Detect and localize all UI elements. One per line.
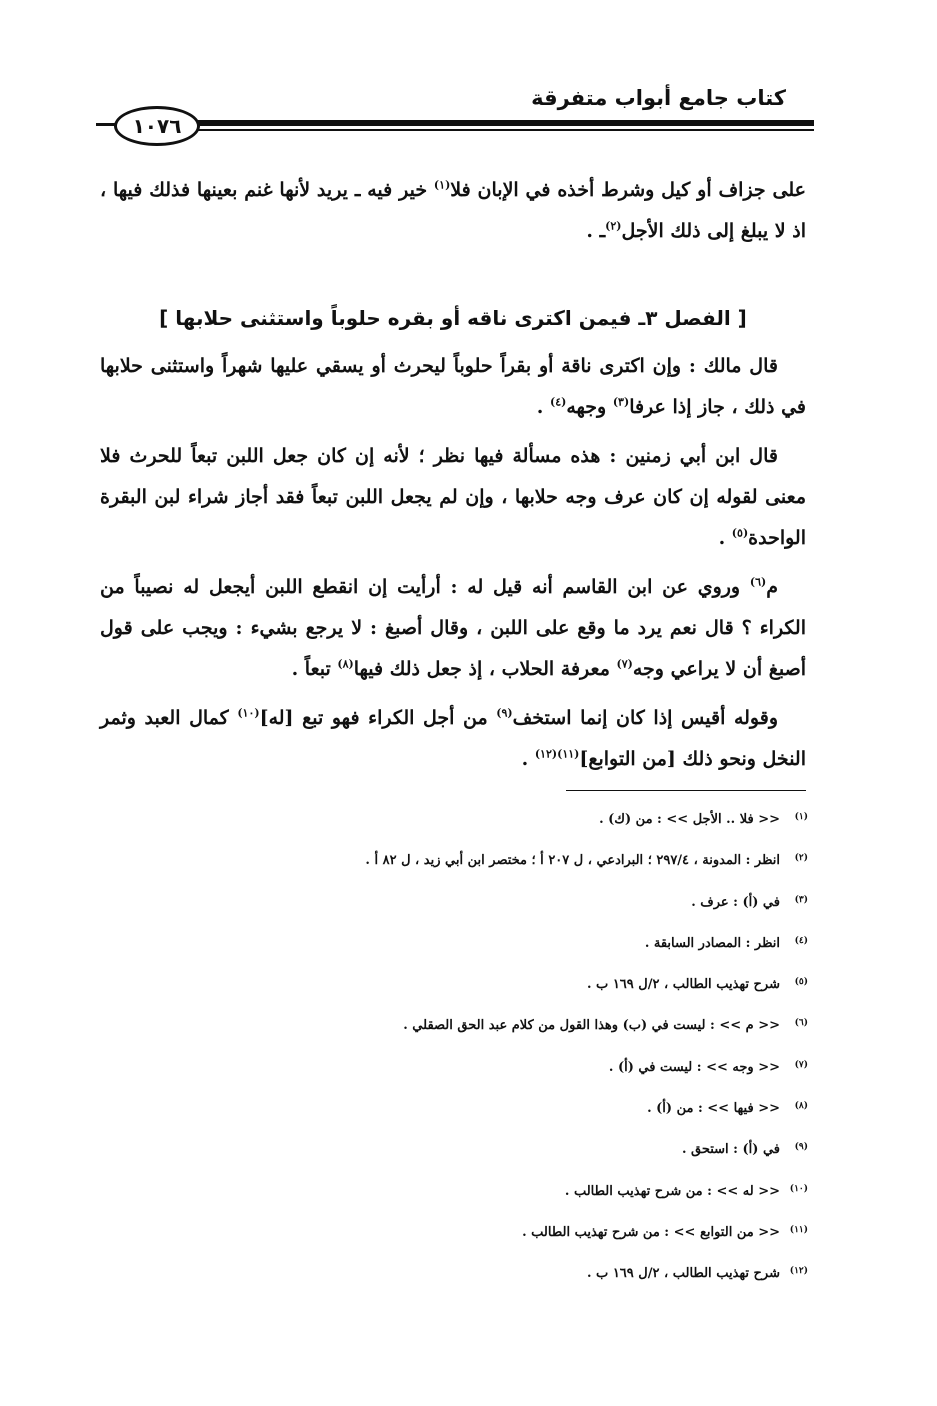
footnote-ref: (١١): [557, 747, 580, 761]
footnote-text: << م >> : ليست في (ب) وهذا القول من كلام عبد الحق الصقلي .: [403, 1018, 780, 1034]
header-title: كتاب جامع أبواب متفرقة: [531, 86, 786, 110]
footnote-separator: [566, 790, 806, 791]
footnote-item: [100, 977, 808, 1018]
footnote-text: << له >> : من شرح تهذيب الطالب .: [564, 1183, 780, 1199]
text-run: تبعاً .: [291, 658, 338, 680]
footnote-item: [100, 1225, 808, 1266]
page-number: ١٠٧٦: [114, 106, 200, 146]
footnote-number: (١٠): [789, 1183, 808, 1194]
footnotes-list: [100, 812, 808, 1308]
footnote-number: (٥): [794, 977, 808, 988]
footnote-item: [100, 853, 808, 894]
footnote-item: [100, 812, 808, 853]
text-run: وروي عن ابن القاسم أنه قيل له : أرأيت إن انقطع اللبن أيجعل له نصيباً من الكراء ؟ قال نعم يرد ما وقع على اللبن ، وقال أصبغ : لا يرجع بشيء : ويجب على قول أصبغ أن لا يراعي وجه: [100, 576, 806, 680]
footnote-ref: (٩): [496, 706, 513, 720]
footnote-ref: (٤): [549, 395, 567, 409]
text-run: .: [718, 527, 732, 549]
footnote-number: (٣): [794, 894, 808, 905]
text-run: .: [521, 748, 535, 770]
text-run: .: [536, 396, 550, 418]
text-run: وقوله أقيس إذا كان إنما استخف: [512, 707, 778, 729]
footnote-item: [100, 1101, 808, 1142]
footnote-item: [100, 936, 808, 977]
footnote-text: << من التوابع >> : من شرح تهذيب الطالب .: [522, 1224, 780, 1240]
paragraph: [100, 698, 806, 780]
text-run: خير فيه ـ يريد لأنها غنم بعينها فذلك فيها ، اذ لا يبلغ إلى ذلك الأجل: [100, 179, 806, 242]
footnote-item: [100, 895, 808, 936]
footnote-text: شرح تهذيب الطالب ، ٢/ل ١٦٩ ب .: [587, 1266, 780, 1282]
footnote-ref: (٣): [612, 395, 630, 409]
footnote-item: [100, 1184, 808, 1225]
footnote-item: [100, 1142, 808, 1183]
paragraph: [100, 346, 806, 428]
footnote-number: (٢): [794, 853, 808, 864]
footnote-ref: (١٢): [534, 747, 558, 761]
running-header: [96, 76, 814, 146]
text-run: من أجل الكراء فهو تبع [له]: [259, 707, 497, 729]
footnote-number: (٤): [794, 935, 808, 946]
footnote-text: في (أ) : عرف .: [691, 894, 780, 910]
intro-paragraph: [100, 170, 806, 252]
text-run: كمال العبد وثمر النخل ونحو ذلك [من التوابع]: [100, 707, 806, 770]
chapter-title: [ الفصل ٣ـ فيمن اكترى ناقه أو بقره حلوباً واستثنى حلابها ]: [159, 306, 747, 330]
footnote-ref: (١): [433, 178, 451, 192]
footnote-ref: (٧): [616, 657, 633, 671]
footnote-number: (١٢): [789, 1266, 808, 1277]
footnote-number: (١١): [789, 1224, 808, 1235]
paragraph: [100, 567, 806, 690]
footnote-number: (٨): [794, 1101, 808, 1112]
header-rule-thin: [188, 129, 814, 131]
paragraph: [100, 436, 806, 559]
footnote-number: (٩): [794, 1142, 808, 1153]
text-run: قال ابن أبي زمنين : هذه مسألة فيها نظر ؛ لأنه إن كان جعل اللبن تبعاً للحرث فلا معنى لقوله إن كان عرف وجه حلابها ، وإن لم يجعل اللبن تبعاً فقد أجاز شراء لبن البقرة الواحدة: [100, 445, 806, 549]
main-text: [100, 346, 806, 788]
footnote-ref: (٨): [337, 657, 354, 671]
footnote-text: انظر : المدونة ، ٢٩٧/٤ ؛ البرادعي ، ل ٢٠٧ أ ؛ مختصر ابن أبي زيد ، ل ٨٢ أ .: [365, 853, 780, 869]
footnote-item: [100, 1060, 808, 1101]
text-run: وجهه: [566, 396, 613, 418]
footnote-text: في (أ) : استحق .: [681, 1142, 780, 1158]
footnote-text: << فيها >> : من (أ) .: [647, 1101, 780, 1117]
footnote-item: [100, 1018, 808, 1059]
text-run: معرفة الحلاب ، إذ جعل ذلك فيها: [353, 658, 617, 680]
text-run: على جزاف أو كيل وشرط أخذه في الإبان فلا: [450, 179, 806, 201]
footnote-text: انظر : المصادر السابقة .: [644, 935, 780, 951]
footnote-number: (٧): [794, 1059, 808, 1070]
footnote-number: (١): [794, 812, 808, 822]
text-run: ـ .: [586, 220, 606, 242]
footnote-ref: (٢): [605, 219, 622, 233]
header-rule-thick: [188, 120, 814, 126]
footnote-text: شرح تهذيب الطالب ، ٢/ل ١٦٩ ب .: [587, 977, 780, 993]
footnote-number: (٦): [794, 1018, 808, 1029]
footnote-ref: (٥): [731, 526, 749, 540]
footnote-ref: (٦): [749, 575, 767, 589]
footnote-text: << وجه >> : ليست في (أ) .: [608, 1059, 780, 1075]
footnote-item: [100, 1266, 808, 1307]
footnote-text: << فلا .. الأجل >> : من (ك) .: [599, 812, 780, 827]
text-run: قال مالك : وإن اكترى ناقة أو بقراً حلوباً ليحرث أو يسقي عليها شهراً واستثنى حلابها في ذلك ، جاز إذا عرفا: [100, 355, 806, 418]
footnote-ref: (١٠): [237, 706, 260, 720]
text-run: م: [766, 576, 778, 598]
